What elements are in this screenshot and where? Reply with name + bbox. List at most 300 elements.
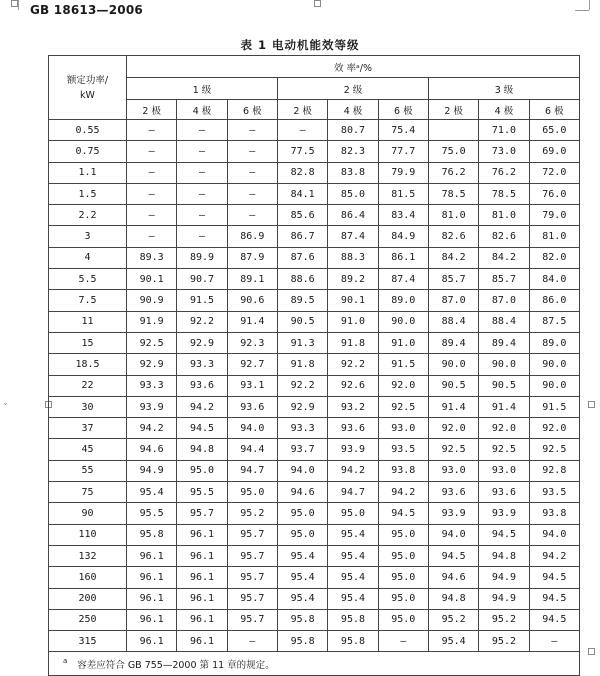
efficiency-cell: 94.2 — [378, 482, 428, 503]
efficiency-cell: 95.0 — [177, 460, 227, 481]
rated-power-cell: 200 — [49, 588, 127, 609]
efficiency-cell: 90.1 — [328, 290, 378, 311]
efficiency-cell: 91.4 — [479, 396, 529, 417]
efficiency-cell: 88.4 — [479, 311, 529, 332]
rated-power-cell: 1.5 — [49, 183, 127, 204]
pole-header: 6 极 — [378, 100, 428, 120]
efficiency-cell: 96.1 — [177, 545, 227, 566]
efficiency-cell: 92.5 — [127, 332, 177, 353]
table-row — [49, 332, 580, 353]
table-row — [49, 588, 580, 609]
pole-header: 2 极 — [127, 100, 177, 120]
efficiency-cell: 93.6 — [227, 396, 277, 417]
efficiency-cell: 91.0 — [378, 332, 428, 353]
rated-power-cell: 2.2 — [49, 205, 127, 226]
efficiency-cell: 92.0 — [529, 418, 579, 439]
efficiency-cell: 95.2 — [428, 609, 478, 630]
efficiency-cell: 94.8 — [479, 545, 529, 566]
efficiency-cell: 94.5 — [428, 545, 478, 566]
efficiency-cell: 94.2 — [177, 396, 227, 417]
efficiency-cell: 95.7 — [177, 503, 227, 524]
efficiency-cell: 94.5 — [529, 567, 579, 588]
efficiency-cell: 91.4 — [227, 311, 277, 332]
efficiency-cell: 91.8 — [328, 332, 378, 353]
efficiency-cell: 95.4 — [328, 524, 378, 545]
efficiency-cell: 94.6 — [127, 439, 177, 460]
table-body — [49, 120, 580, 652]
efficiency-cell: 93.5 — [529, 482, 579, 503]
efficiency-cell: — — [227, 631, 277, 652]
table-row — [49, 162, 580, 183]
efficiency-cell: 91.4 — [428, 396, 478, 417]
efficiency-cell: 93.3 — [127, 375, 177, 396]
efficiency-cell: 88.3 — [328, 247, 378, 268]
efficiency-cell: 86.1 — [378, 247, 428, 268]
crop-mark-left — [18, 0, 19, 10]
efficiency-cell: 93.9 — [479, 503, 529, 524]
efficiency-cell: 94.2 — [127, 418, 177, 439]
efficiency-cell: — — [177, 162, 227, 183]
crop-mark-top-right — [575, 10, 589, 11]
efficiency-cell: 93.9 — [328, 439, 378, 460]
rated-power-cell: 75 — [49, 482, 127, 503]
efficiency-cell: 88.6 — [277, 269, 327, 290]
rated-power-cell: 1.1 — [49, 162, 127, 183]
efficiency-cell: 82.8 — [277, 162, 327, 183]
efficiency-cell: — — [177, 120, 227, 141]
efficiency-cell: — — [529, 631, 579, 652]
efficiency-cell: 82.3 — [328, 141, 378, 162]
pole-header: 2 极 — [277, 100, 327, 120]
efficiency-cell: 95.4 — [127, 482, 177, 503]
rated-power-cell: 315 — [49, 631, 127, 652]
efficiency-cell: 95.0 — [277, 524, 327, 545]
efficiency-cell: 85.6 — [277, 205, 327, 226]
efficiency-cell: 90.5 — [277, 311, 327, 332]
efficiency-cell: 93.3 — [277, 418, 327, 439]
efficiency-cell: 65.0 — [529, 120, 579, 141]
efficiency-cell: — — [177, 141, 227, 162]
efficiency-cell: 95.4 — [428, 631, 478, 652]
page-anchor-bottom-right — [588, 648, 595, 655]
efficiency-cell: 93.8 — [529, 503, 579, 524]
rated-power-cell: 0.75 — [49, 141, 127, 162]
efficiency-cell: — — [127, 162, 177, 183]
efficiency-cell: 89.9 — [177, 247, 227, 268]
efficiency-cell: 90.5 — [479, 375, 529, 396]
efficiency-cell: 93.9 — [428, 503, 478, 524]
efficiency-cell: 94.9 — [479, 588, 529, 609]
table-row — [49, 631, 580, 652]
efficiency-cell: 78.5 — [428, 183, 478, 204]
efficiency-cell: 90.0 — [428, 354, 478, 375]
table-row — [49, 311, 580, 332]
efficiency-cell: 96.1 — [177, 609, 227, 630]
efficiency-cell: — — [127, 120, 177, 141]
efficiency-cell: 79.9 — [378, 162, 428, 183]
efficiency-cell: — — [177, 226, 227, 247]
efficiency-cell: 92.8 — [529, 460, 579, 481]
efficiency-cell: 95.0 — [378, 524, 428, 545]
efficiency-cell: 95.2 — [479, 631, 529, 652]
efficiency-cell: 96.1 — [177, 524, 227, 545]
efficiency-cell: 94.4 — [227, 439, 277, 460]
efficiency-cell: 69.0 — [529, 141, 579, 162]
efficiency-cell: 94.0 — [428, 524, 478, 545]
rated-power-cell: 30 — [49, 396, 127, 417]
efficiency-cell: 94.0 — [227, 418, 277, 439]
efficiency-cell: 91.0 — [328, 311, 378, 332]
table-row — [49, 567, 580, 588]
efficiency-cell: 96.1 — [177, 567, 227, 588]
efficiency-cell: — — [127, 141, 177, 162]
efficiency-cell: 96.1 — [127, 609, 177, 630]
efficiency-cell: 95.5 — [127, 503, 177, 524]
efficiency-cell: 96.1 — [127, 631, 177, 652]
table-footnote — [49, 652, 580, 676]
efficiency-cell: 84.1 — [277, 183, 327, 204]
efficiency-cell: 92.9 — [127, 354, 177, 375]
efficiency-cell: 95.0 — [378, 545, 428, 566]
efficiency-cell: 92.9 — [177, 332, 227, 353]
efficiency-cell: — — [177, 205, 227, 226]
rated-power-cell: 55 — [49, 460, 127, 481]
pole-header: 4 极 — [479, 100, 529, 120]
efficiency-cell: 71.0 — [479, 120, 529, 141]
grade-3-header: 3 级 — [428, 78, 579, 100]
efficiency-cell: 72.0 — [529, 162, 579, 183]
efficiency-cell: 93.6 — [479, 482, 529, 503]
efficiency-cell: 96.1 — [177, 631, 227, 652]
efficiency-cell: 87.4 — [328, 226, 378, 247]
efficiency-cell: 85.7 — [479, 269, 529, 290]
efficiency-cell: 94.7 — [227, 460, 277, 481]
efficiency-cell: 95.7 — [227, 609, 277, 630]
efficiency-cell: 87.0 — [428, 290, 478, 311]
efficiency-cell: 95.0 — [328, 503, 378, 524]
efficiency-cell: 80.7 — [328, 120, 378, 141]
page-anchor-top-left — [11, 0, 18, 7]
efficiency-cell: 94.6 — [277, 482, 327, 503]
pole-header: 6 极 — [227, 100, 277, 120]
efficiency-cell: 76.2 — [428, 162, 478, 183]
efficiency-cell: 96.1 — [127, 567, 177, 588]
table-row — [49, 205, 580, 226]
table-row — [49, 183, 580, 204]
efficiency-cell: — — [277, 120, 327, 141]
efficiency-cell: 94.2 — [529, 545, 579, 566]
efficiency-cell: — — [227, 141, 277, 162]
table-row — [49, 269, 580, 290]
efficiency-cell: 87.4 — [378, 269, 428, 290]
efficiency-cell: 84.9 — [378, 226, 428, 247]
table-row — [49, 524, 580, 545]
efficiency-cell: 93.2 — [328, 396, 378, 417]
efficiency-cell: 94.0 — [529, 524, 579, 545]
efficiency-cell: 90.7 — [177, 269, 227, 290]
efficiency-cell: 95.5 — [177, 482, 227, 503]
efficiency-cell: 95.0 — [277, 503, 327, 524]
efficiency-cell: — — [227, 205, 277, 226]
rated-power-cell: 90 — [49, 503, 127, 524]
efficiency-cell: 94.2 — [328, 460, 378, 481]
efficiency-cell: 73.0 — [479, 141, 529, 162]
efficiency-cell: 87.9 — [227, 247, 277, 268]
efficiency-cell: 79.0 — [529, 205, 579, 226]
efficiency-cell: 92.2 — [277, 375, 327, 396]
rated-power-cell: 160 — [49, 567, 127, 588]
efficiency-cell: 95.0 — [378, 609, 428, 630]
efficiency-cell: 90.0 — [479, 354, 529, 375]
rated-power-cell: 3 — [49, 226, 127, 247]
table-row — [49, 120, 580, 141]
table-row — [49, 460, 580, 481]
efficiency-cell: 81.0 — [428, 205, 478, 226]
efficiency-cell: 93.6 — [177, 375, 227, 396]
efficiency-cell — [428, 120, 478, 141]
efficiency-cell: 92.2 — [328, 354, 378, 375]
efficiency-cell: 95.8 — [328, 609, 378, 630]
efficiency-cell: — — [227, 162, 277, 183]
efficiency-cell: 95.8 — [277, 631, 327, 652]
efficiency-cell: 93.7 — [277, 439, 327, 460]
efficiency-cell: 92.0 — [479, 418, 529, 439]
page-anchor-right — [588, 401, 595, 408]
table-row — [49, 375, 580, 396]
efficiency-cell: 96.1 — [127, 545, 177, 566]
efficiency-cell: 95.4 — [277, 545, 327, 566]
grade-1-header: 1 级 — [127, 78, 278, 100]
efficiency-cell: 84.2 — [428, 247, 478, 268]
efficiency-cell: 94.6 — [428, 567, 478, 588]
table-row — [49, 439, 580, 460]
efficiency-cell: 82.0 — [529, 247, 579, 268]
efficiency-header: 效 率ᵃ/% — [127, 56, 580, 78]
efficiency-cell: 78.5 — [479, 183, 529, 204]
efficiency-cell: 93.3 — [177, 354, 227, 375]
efficiency-cell: — — [177, 183, 227, 204]
efficiency-cell: 81.0 — [529, 226, 579, 247]
efficiency-cell: 88.4 — [428, 311, 478, 332]
rated-power-cell: 110 — [49, 524, 127, 545]
efficiency-cell: 94.5 — [177, 418, 227, 439]
efficiency-cell: 92.5 — [529, 439, 579, 460]
table-row — [49, 503, 580, 524]
efficiency-cell: 85.0 — [328, 183, 378, 204]
rated-power-cell: 7.5 — [49, 290, 127, 311]
efficiency-cell: 86.9 — [227, 226, 277, 247]
efficiency-cell: 95.0 — [227, 482, 277, 503]
efficiency-cell: 90.6 — [227, 290, 277, 311]
efficiency-cell: — — [227, 183, 277, 204]
rated-power-cell: 15 — [49, 332, 127, 353]
efficiency-cell: 94.5 — [529, 588, 579, 609]
crop-mark-right — [589, 0, 590, 10]
efficiency-cell: 95.4 — [277, 588, 327, 609]
efficiency-cell: 92.5 — [428, 439, 478, 460]
efficiency-cell: 89.0 — [378, 290, 428, 311]
table-title: 表 1 电动机能效等级 — [240, 38, 360, 52]
page-anchor-top-center — [314, 0, 321, 7]
efficiency-cell: 94.0 — [277, 460, 327, 481]
efficiency-cell: 86.7 — [277, 226, 327, 247]
efficiency-cell: — — [227, 120, 277, 141]
efficiency-cell: 92.0 — [378, 375, 428, 396]
efficiency-cell: 87.0 — [479, 290, 529, 311]
efficiency-cell: 83.8 — [328, 162, 378, 183]
efficiency-cell: 86.4 — [328, 205, 378, 226]
rated-power-cell: 22 — [49, 375, 127, 396]
efficiency-cell: 90.1 — [127, 269, 177, 290]
rated-power-cell: 250 — [49, 609, 127, 630]
efficiency-cell: 89.1 — [227, 269, 277, 290]
pole-header: 4 极 — [328, 100, 378, 120]
efficiency-cell: — — [127, 226, 177, 247]
table-row — [49, 226, 580, 247]
table-row — [49, 290, 580, 311]
efficiency-cell: 87.6 — [277, 247, 327, 268]
efficiency-cell: 84.2 — [479, 247, 529, 268]
efficiency-cell: 81.5 — [378, 183, 428, 204]
efficiency-cell: — — [127, 183, 177, 204]
efficiency-cell: 90.5 — [428, 375, 478, 396]
efficiency-cell: 75.0 — [428, 141, 478, 162]
efficiency-cell: 92.6 — [328, 375, 378, 396]
efficiency-grade-table — [48, 55, 580, 676]
efficiency-cell: 95.7 — [227, 588, 277, 609]
efficiency-cell: — — [127, 205, 177, 226]
table-row — [49, 396, 580, 417]
efficiency-cell: 76.0 — [529, 183, 579, 204]
efficiency-cell: 91.3 — [277, 332, 327, 353]
efficiency-cell: 93.0 — [479, 460, 529, 481]
efficiency-cell: 95.8 — [127, 524, 177, 545]
rated-power-cell: 11 — [49, 311, 127, 332]
efficiency-cell: 89.4 — [479, 332, 529, 353]
efficiency-cell: 93.0 — [378, 418, 428, 439]
efficiency-cell: 92.9 — [277, 396, 327, 417]
efficiency-cell: 77.7 — [378, 141, 428, 162]
efficiency-cell: 93.5 — [378, 439, 428, 460]
efficiency-cell: 90.0 — [378, 311, 428, 332]
efficiency-cell: 92.2 — [177, 311, 227, 332]
efficiency-cell: 95.4 — [328, 545, 378, 566]
rated-power-cell: 45 — [49, 439, 127, 460]
efficiency-cell: 93.9 — [127, 396, 177, 417]
efficiency-cell: 95.8 — [328, 631, 378, 652]
footnote-text: 容差应符合 GB 755—2000 第 11 章的规定。 — [77, 659, 275, 671]
efficiency-cell: 95.4 — [328, 588, 378, 609]
efficiency-cell: 91.8 — [277, 354, 327, 375]
table-row — [49, 482, 580, 503]
efficiency-cell: 85.7 — [428, 269, 478, 290]
table-row — [49, 354, 580, 375]
efficiency-cell: 94.8 — [177, 439, 227, 460]
efficiency-cell: 96.1 — [127, 588, 177, 609]
efficiency-cell: 81.0 — [479, 205, 529, 226]
efficiency-cell: 95.7 — [227, 524, 277, 545]
rated-power-header — [49, 56, 127, 120]
efficiency-cell: 93.6 — [328, 418, 378, 439]
efficiency-cell: 94.9 — [127, 460, 177, 481]
efficiency-cell: 90.0 — [529, 375, 579, 396]
efficiency-cell: 92.0 — [428, 418, 478, 439]
rated-power-label: 额定功率/ kW — [66, 74, 109, 101]
table-row — [49, 247, 580, 268]
efficiency-cell: 83.4 — [378, 205, 428, 226]
efficiency-cell: 93.6 — [428, 482, 478, 503]
efficiency-cell: 89.5 — [277, 290, 327, 311]
efficiency-cell: — — [378, 631, 428, 652]
efficiency-cell: 95.4 — [277, 567, 327, 588]
rated-power-cell: 4 — [49, 247, 127, 268]
chevron-down-icon: ⌄ — [2, 398, 9, 407]
table-row — [49, 609, 580, 630]
efficiency-cell: 92.5 — [378, 396, 428, 417]
efficiency-cell: 92.3 — [227, 332, 277, 353]
efficiency-cell: 95.0 — [378, 567, 428, 588]
efficiency-cell: 84.0 — [529, 269, 579, 290]
efficiency-cell: 91.9 — [127, 311, 177, 332]
efficiency-cell: 94.8 — [428, 588, 478, 609]
table-row — [49, 141, 580, 162]
rated-power-cell: 0.55 — [49, 120, 127, 141]
efficiency-cell: 90.9 — [127, 290, 177, 311]
pole-header-row — [49, 100, 580, 120]
table-row — [49, 418, 580, 439]
efficiency-cell: 89.4 — [428, 332, 478, 353]
efficiency-cell: 92.5 — [479, 439, 529, 460]
efficiency-cell: 89.0 — [529, 332, 579, 353]
efficiency-cell: 94.5 — [529, 609, 579, 630]
pole-header: 2 极 — [428, 100, 478, 120]
footnote-marker: a — [63, 656, 68, 665]
pole-header: 6 极 — [529, 100, 579, 120]
efficiency-cell: 95.4 — [328, 567, 378, 588]
efficiency-cell: 87.5 — [529, 311, 579, 332]
rated-power-cell: 37 — [49, 418, 127, 439]
efficiency-cell: 95.8 — [277, 609, 327, 630]
efficiency-cell: 94.9 — [479, 567, 529, 588]
efficiency-cell: 76.2 — [479, 162, 529, 183]
rated-power-cell: 5.5 — [49, 269, 127, 290]
efficiency-cell: 82.6 — [428, 226, 478, 247]
efficiency-cell: 95.7 — [227, 545, 277, 566]
efficiency-cell: 92.7 — [227, 354, 277, 375]
rated-power-cell: 18.5 — [49, 354, 127, 375]
efficiency-cell: 89.3 — [127, 247, 177, 268]
efficiency-cell: 93.1 — [227, 375, 277, 396]
efficiency-cell: 94.5 — [378, 503, 428, 524]
efficiency-cell: 86.0 — [529, 290, 579, 311]
efficiency-cell: 96.1 — [177, 588, 227, 609]
grade-2-header: 2 级 — [277, 78, 428, 100]
efficiency-cell: 82.6 — [479, 226, 529, 247]
efficiency-cell: 93.0 — [428, 460, 478, 481]
efficiency-cell: 95.7 — [227, 567, 277, 588]
document-code: GB 18613—2006 — [30, 3, 143, 17]
efficiency-cell: 94.5 — [479, 524, 529, 545]
efficiency-cell: 89.2 — [328, 269, 378, 290]
efficiency-cell: 93.8 — [378, 460, 428, 481]
efficiency-cell: 77.5 — [277, 141, 327, 162]
efficiency-cell: 95.0 — [378, 588, 428, 609]
efficiency-cell: 94.7 — [328, 482, 378, 503]
table-row — [49, 545, 580, 566]
efficiency-cell: 95.2 — [227, 503, 277, 524]
efficiency-cell: 91.5 — [378, 354, 428, 375]
rated-power-cell: 132 — [49, 545, 127, 566]
